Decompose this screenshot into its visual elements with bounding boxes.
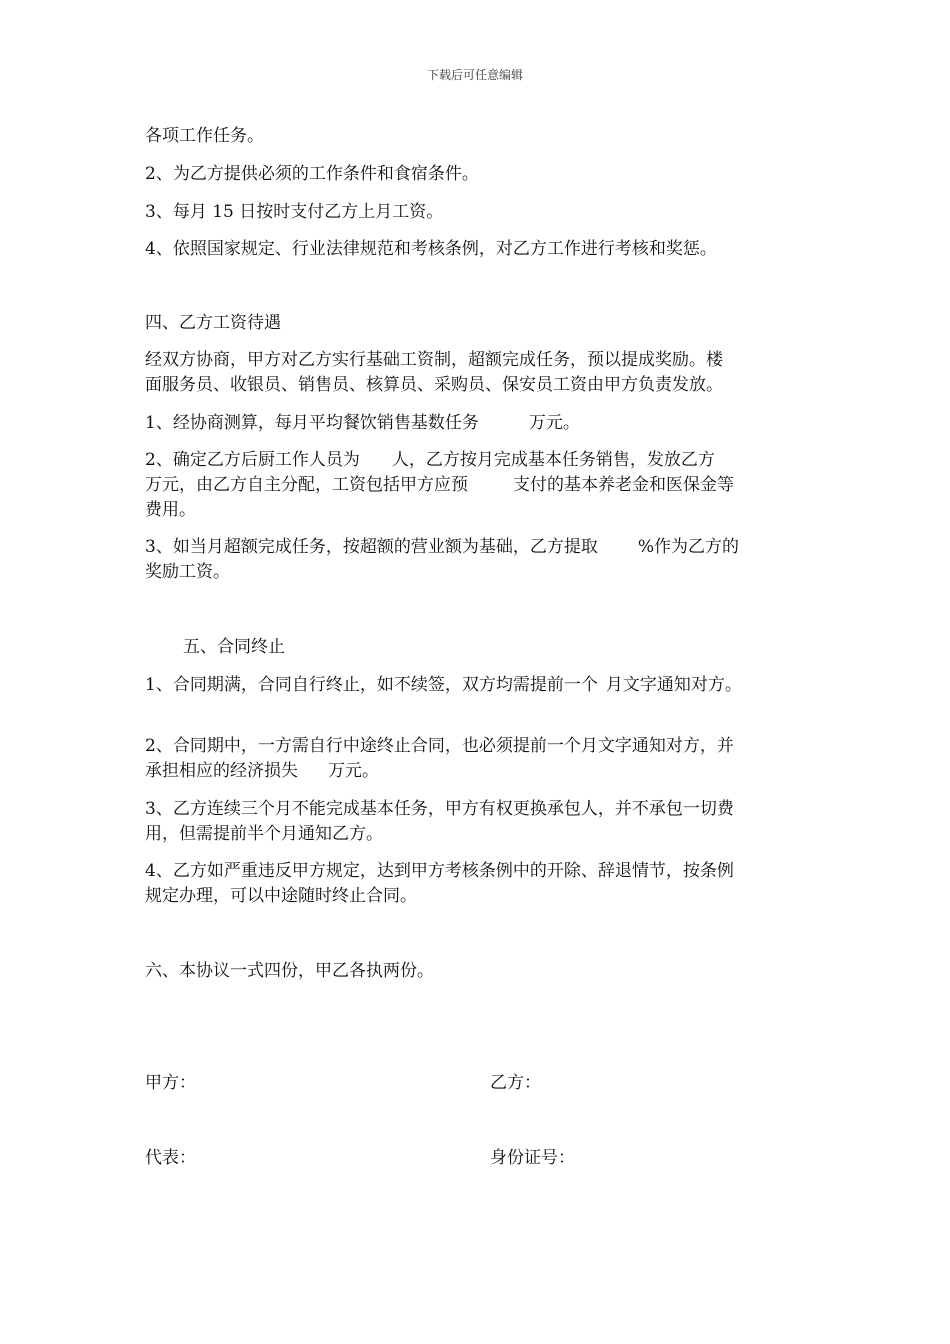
representative-label: 代表： bbox=[145, 1148, 196, 1168]
clause-text: 万元，由乙方自主分配，工资包括甲方应预 bbox=[145, 475, 468, 495]
clause-line bbox=[145, 473, 734, 498]
clause-line bbox=[145, 411, 580, 436]
page-header: 下载后可任意编辑 bbox=[426, 68, 523, 82]
clause-text: 万元。 bbox=[528, 413, 580, 433]
paragraph-line: 经双方协商，甲方对乙方实行基础工资制，超额完成任务，预以提成奖励。楼 bbox=[145, 350, 723, 370]
clause-line bbox=[145, 759, 379, 784]
id-number-label: 身份证号： bbox=[490, 1148, 575, 1168]
clause-text: 3、如当月超额完成任务，按超额的营业额为基础，乙方提取 bbox=[145, 537, 598, 557]
clause-line: 3、乙方连续三个月不能完成基本任务，甲方有权更换承包人，并不承包一切费 bbox=[145, 799, 734, 819]
party-b-label: 乙方： bbox=[490, 1073, 541, 1093]
clause-line bbox=[145, 448, 715, 473]
clause-line: 奖励工资。 bbox=[145, 562, 230, 582]
clause-line: 4、乙方如严重违反甲方规定，达到甲方考核条例中的开除、辞退情节，按条例 bbox=[145, 861, 734, 881]
section-heading: 五、合同终止 bbox=[183, 637, 285, 657]
clause-text: 月文字通知对方。 bbox=[605, 675, 742, 695]
clause-text: 万元。 bbox=[328, 761, 379, 781]
paragraph-line: 2、为乙方提供必须的工作条件和食宿条件。 bbox=[145, 164, 479, 184]
section-heading: 六、本协议一式四份，甲乙各执两份。 bbox=[145, 961, 434, 981]
paragraph-line: 面服务员、收银员、销售员、核算员、采购员、保安员工资由甲方负责发放。 bbox=[145, 375, 723, 395]
clause-line bbox=[145, 673, 742, 698]
clause-line: 规定办理，可以中途随时终止合同。 bbox=[145, 886, 417, 906]
clause-line: 费用。 bbox=[145, 500, 196, 520]
section-heading: 四、乙方工资待遇 bbox=[145, 313, 281, 333]
clause-text: 人，乙方按月完成基本任务销售，发放乙方 bbox=[391, 450, 715, 470]
clause-text: 2、确定乙方后厨工作人员为 bbox=[145, 450, 360, 470]
clause-line: 2、合同期中，一方需自行中途终止合同，也必须提前一个月文字通知对方，并 bbox=[145, 736, 734, 756]
clause-text: 1、合同期满，合同自行终止，如不续签，双方均需提前一个 bbox=[145, 675, 598, 695]
clause-text: 承担相应的经济损失 bbox=[145, 761, 298, 781]
party-a-label: 甲方： bbox=[145, 1073, 196, 1093]
paragraph-line: 各项工作任务。 bbox=[145, 126, 264, 146]
clause-text: 支付的基本养老金和医保金等 bbox=[513, 475, 734, 495]
clause-text: %作为乙方的 bbox=[637, 537, 739, 557]
clause-line bbox=[145, 535, 739, 560]
paragraph-line: 4、依照国家规定、行业法律规范和考核条例，对乙方工作进行考核和奖惩。 bbox=[145, 239, 717, 259]
clause-line: 用，但需提前半个月通知乙方。 bbox=[145, 824, 383, 844]
clause-text: 1、经协商测算，每月平均餐饮销售基数任务 bbox=[145, 413, 479, 433]
paragraph-line: 3、每月 15 日按时支付乙方上月工资。 bbox=[145, 202, 444, 222]
